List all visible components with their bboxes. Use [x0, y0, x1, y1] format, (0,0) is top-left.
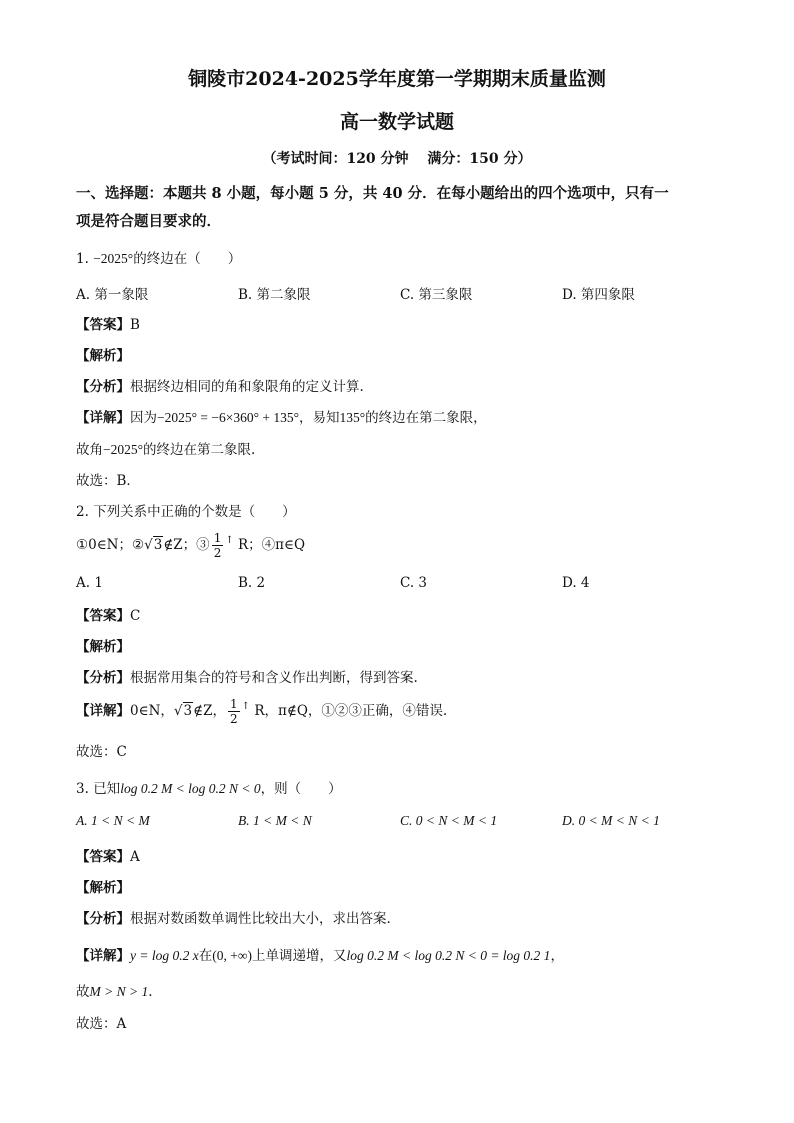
q2-number: 2.	[76, 504, 89, 520]
q2-detail-c: R，π∉Q，①②③正确，④错误.	[254, 703, 448, 719]
q2-detail-tag: 【详解】	[76, 703, 130, 719]
q2-detail-frac-den: 2	[229, 712, 238, 726]
q3-fenxi-text: 根据对数函数单调性比较出大小，求出答案.	[130, 911, 391, 927]
sqrt-icon: √	[144, 537, 153, 553]
exam-info: （考试时间：120 分钟 满分：150 分）	[262, 151, 532, 167]
q3-fenxi	[76, 907, 391, 927]
q2-fraction	[212, 532, 224, 559]
q1-stem	[76, 247, 241, 267]
q1-option-c: C. 第三象限	[400, 287, 473, 303]
q2-detail-a: 0∈N，	[130, 703, 174, 719]
q1-choose: 故选：B．	[76, 473, 140, 489]
q3-option-d: D. 0 < M < N < 1	[562, 813, 660, 828]
q2-rel1: ①0∈N；②	[76, 537, 145, 553]
q3-detail-mid2: 上单调递增，又	[251, 948, 347, 964]
q2-stem-text: 下列关系中正确的个数是（ ）	[93, 504, 296, 520]
q3-detail-end: ，	[550, 948, 564, 964]
q2-rel2-sqrt: 3	[153, 537, 163, 553]
q2-detail-fraction	[228, 698, 240, 725]
q3-answer-value: A	[130, 849, 140, 865]
q2-rel2-tail: ∉Z；③	[163, 537, 210, 553]
q3-detail-fn: y = log 0.2 x	[130, 948, 199, 963]
q3-detail-ineq: log 0.2 M < log 0.2 N < 0 = log 0.2 1	[346, 948, 551, 963]
q2-fenxi-tag: 【分析】	[76, 670, 130, 686]
q2-rel3-tail: R；④π∈Q	[238, 537, 306, 553]
q3-choose: 故选：A	[76, 1016, 127, 1032]
q2-option-a: A. 1	[76, 575, 103, 591]
up-arrow-glyph-icon: ↑	[225, 535, 234, 546]
q1-fenxi	[76, 375, 364, 395]
q3-fenxi-tag: 【分析】	[76, 911, 130, 927]
exam-title: 铜陵市2024-2025学年度第一学期期末质量监测	[188, 68, 606, 90]
q3-detail2-math: M > N > 1	[89, 984, 149, 999]
q2-option-d: D. 4	[562, 575, 590, 591]
q2-jiexi: 【解析】	[76, 639, 130, 655]
q2-option-b: B. 2	[238, 575, 266, 591]
q2-frac-den: 2	[213, 546, 222, 560]
q2-frac-num: 1	[213, 531, 222, 545]
sqrt-icon: √	[173, 703, 183, 719]
q1-option-b: B. 第二象限	[238, 287, 311, 303]
q1-option-a: A. 第一象限	[76, 287, 149, 303]
q1-answer-value: B	[130, 317, 140, 333]
q1-detail-mid: ，易知	[299, 410, 340, 426]
q1-detail-tag: 【详解】	[76, 410, 130, 426]
q3-detail-interval: (0, +∞)	[212, 948, 252, 963]
q3-stem-pre: 已知	[93, 781, 121, 797]
q1-option-d: D. 第四象限	[562, 287, 635, 303]
q1-fenxi-text: 根据终边相同的角和象限角的定义计算.	[130, 379, 364, 395]
q2-choose: 故选：C	[76, 744, 127, 760]
q2-detail-frac-num: 1	[229, 697, 238, 711]
q1-detail-post: 的终边在第二象限，	[365, 410, 487, 426]
q2-fenxi-text: 根据常用集合的符号和含义作出判断，得到答案.	[130, 670, 418, 686]
q1-detail-pre: 因为	[130, 410, 157, 426]
q3-stem	[76, 777, 342, 797]
q1-detail2-angle: −2025°	[103, 442, 144, 457]
q1-stem-text: 的终边在（ ）	[133, 251, 242, 267]
q2-answer	[76, 604, 140, 624]
q1-number: 1.	[76, 251, 89, 267]
q2-detail-b: ∉Z，	[193, 703, 226, 719]
q1-detail2-pre: 故角	[76, 442, 103, 458]
q3-detail-tag: 【详解】	[76, 948, 130, 964]
q3-stem-math: log 0.2 M < log 0.2 N < 0	[120, 781, 261, 796]
q3-option-b: B. 1 < M < N	[238, 813, 312, 828]
q2-fenxi	[76, 666, 418, 686]
q1-detail	[76, 406, 487, 426]
q1-jiexi: 【解析】	[76, 348, 130, 364]
section-heading-line1: 一、选择题：本题共 8 小题，每小题 5 分，共 40 分．在每小题给出的四个选项中，只有一	[76, 185, 669, 202]
section-heading-line2: 项是符合题目要求的．	[76, 213, 221, 230]
q3-detail2-post: .	[148, 984, 153, 1000]
q2-relations	[76, 532, 305, 559]
q3-answer	[76, 845, 140, 865]
q3-option-c: C. 0 < N < M < 1	[400, 813, 498, 828]
q3-detail2-pre: 故	[76, 984, 90, 1000]
q2-option-c: C. 3	[400, 575, 428, 591]
q1-answer-tag: 【答案】	[76, 317, 130, 333]
up-arrow-glyph-icon: ↑	[241, 701, 251, 712]
q3-stem-post: ，则（ ）	[260, 781, 342, 797]
q1-fenxi-tag: 【分析】	[76, 379, 130, 395]
q3-number: 3.	[76, 781, 89, 797]
q3-answer-tag: 【答案】	[76, 849, 130, 865]
q2-detail-sqrt: 3	[183, 703, 193, 719]
q1-detail-eq: −2025° = −6×360° + 135°	[157, 410, 300, 425]
q1-detail-angle: 135°	[339, 410, 366, 425]
q3-detail	[76, 944, 564, 964]
exam-subtitle: 高一数学试题	[339, 111, 454, 133]
q1-angle: −2025°	[93, 251, 134, 266]
q1-detail2-post: 的终边在第二象限.	[143, 442, 256, 458]
q3-detail2	[76, 980, 153, 1000]
q2-detail	[76, 698, 447, 725]
q3-jiexi: 【解析】	[76, 880, 130, 896]
q1-answer	[76, 313, 140, 333]
q2-stem	[76, 500, 296, 520]
q2-answer-tag: 【答案】	[76, 608, 130, 624]
q1-detail2	[76, 438, 255, 458]
q3-option-a: A. 1 < N < M	[76, 813, 150, 828]
q3-detail-mid: 在	[198, 948, 213, 964]
q2-answer-value: C	[130, 608, 141, 624]
